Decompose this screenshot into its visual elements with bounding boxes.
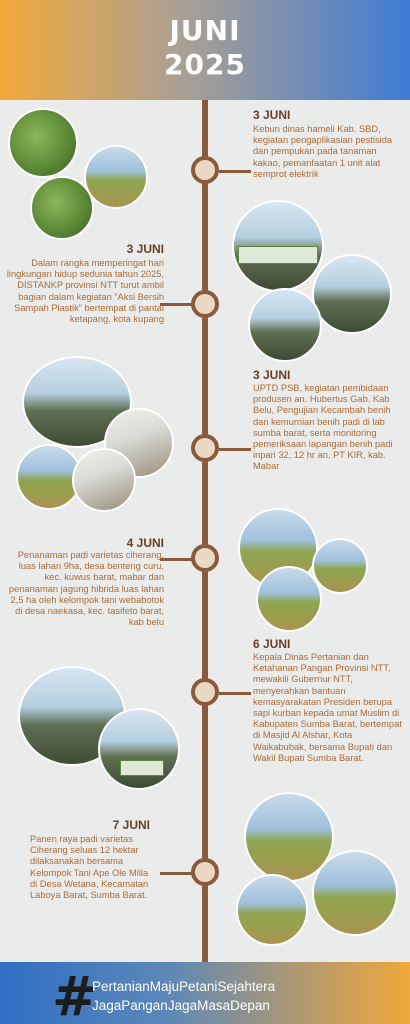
- photo-aksi-bersih-1: [232, 200, 324, 292]
- photo-panen-2: [312, 850, 398, 936]
- entry-date-6: 7 JUNI: [112, 818, 150, 832]
- photo-penanaman-2: [312, 538, 368, 594]
- entry-text-3: UPTD PSB, kegiatan pembidaan produsen an. Hubertus Gab. Kab Belu, Pengujian Kecambah benih dan kemurnian benih padi di lab sumba barat, serta monitoring pemeriksaan lapangan benih padi inpari 32, 12 hr an. PT KIR, kab. Mabar: [253, 383, 393, 472]
- entry-date-1: 3 JUNI: [253, 108, 291, 122]
- timeline-node-6: [191, 858, 219, 886]
- photo-sapi-kurban-2: [98, 708, 180, 790]
- entry-text-2: Dalam rangka memperingat hari lingkungan hidup sedunia tahun 2025, DISTANKP provinsi NTT turut ambil bagian dalam kegiatan “Aksi Bersih Sampah Plastik” bertempat di pantai ketapang, kota kupang: [6, 258, 164, 325]
- connector-3: [219, 448, 251, 451]
- entry-text-5: Kepala Dinas Pertanian dan Ketahanan Pangan Provinsi NTT, mewakili Gubernur NTT, menyerahkan bantuan kemasyarakatan Presiden berupa sapi kurban kepada umat Muslim di Kabupaten Sumba Barat, bertempat di Masjid Al Alshar, Kota Waikabubak, bersama Bupati dan Wakil Bupati Sumba Barat.: [253, 652, 402, 763]
- photo-kakao-2: [84, 145, 148, 209]
- photo-kakao-3: [30, 176, 94, 240]
- entry-text-6: Panen raya padi varietas Ciherang seluas 12 hektar dilaksanakan bersama Kelompok Tani Ape Ole Milla di Desa Wetana, Kecamatan Laboya Barat, Sumba Barat.: [30, 834, 149, 901]
- entry-date-5: 6 JUNI: [253, 637, 291, 651]
- timeline-node-1: [191, 156, 219, 184]
- photo-panen-3: [236, 874, 308, 946]
- entry-date-2: 3 JUNI: [126, 242, 164, 256]
- connector-4: [160, 558, 192, 561]
- timeline-node-2: [191, 290, 219, 318]
- hashtag-icon: #: [52, 965, 98, 1024]
- connector-2: [160, 303, 192, 306]
- connector-6: [160, 872, 192, 875]
- photo-aksi-bersih-2: [312, 254, 392, 334]
- page-header: [0, 0, 410, 100]
- connector-1: [219, 170, 251, 173]
- event-banner: [238, 246, 318, 264]
- entry-text-1: Kebun dinas hameli Kab. SBD, kegiatan pengaplikasian pestisida dan pempukan pada tanaman kakao, pemanfaatan 1 unit alat semprot elektrik: [253, 124, 393, 179]
- title-year: 2025: [164, 48, 246, 81]
- connector-5: [219, 692, 251, 695]
- timeline-line: [202, 100, 208, 962]
- timeline-node-5: [191, 678, 219, 706]
- entry-date-4: 4 JUNI: [126, 536, 164, 550]
- timeline-node-4: [191, 544, 219, 572]
- hashtag-line-1: PertanianMajuPetaniSejahtera: [92, 979, 276, 994]
- photo-upd-psb-4: [72, 448, 136, 512]
- entry-date-3: 3 JUNI: [253, 368, 291, 382]
- entry-text-4: Penanaman padi varietas ciherang, luas lahan 9ha, desa benteng curu, kec. kuwus barat, mabar dan penanaman jagung hibrida luas lahan 2,5 ha oleh kelompok tani webabotok di desa naekasa, kec. tasifeto barat, kab belu: [8, 550, 164, 628]
- timeline-node-3: [191, 434, 219, 462]
- handover-banner: [120, 760, 164, 776]
- photo-aksi-bersih-3: [248, 288, 322, 362]
- title-month: JUNI: [169, 14, 241, 47]
- photo-penanaman-3: [256, 566, 322, 632]
- hashtag-line-2: JagaPanganJagaMasaDepan: [92, 998, 270, 1013]
- photo-kakao-1: [8, 108, 78, 178]
